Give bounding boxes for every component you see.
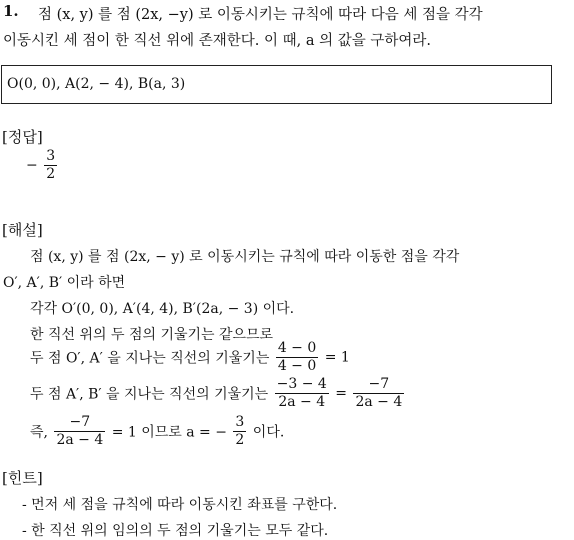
line5-denominator: 4 − 0 <box>277 358 317 374</box>
explanation-line-5 <box>30 340 350 375</box>
line7-suffix: 이다. <box>252 424 285 441</box>
given-points: O(0, 0), A(2, − 4), B(a, 3) <box>7 76 186 92</box>
line6-text: 두 점 A′, B′ 을 지나는 직선의 기울기는 <box>30 386 269 403</box>
line6-numerator-2: −7 <box>353 376 404 394</box>
line6-fraction-2 <box>353 376 404 411</box>
line7-middle: = 1 이므로 a = − <box>111 424 227 441</box>
line6-fraction-1 <box>275 376 329 411</box>
explanation-line-6 <box>30 376 406 411</box>
given-points-box <box>1 65 552 104</box>
line7-denominator-1: 2a − 4 <box>56 432 104 448</box>
line6-equals: = <box>335 385 347 402</box>
line7-numerator-1: −7 <box>54 414 105 432</box>
problem-line-1: 점 (x, y) 를 점 (2x, −y) 로 이동시키는 규칙에 따라 다음 세 점을 각각 <box>38 7 483 23</box>
line7-denominator-2: 2 <box>235 432 245 448</box>
hint-item-1: - 먼저 세 점을 규칙에 따라 이동시킨 좌표를 구한다. <box>22 497 338 513</box>
problem-number: 1. <box>3 2 19 20</box>
answer-sign: − <box>26 157 38 174</box>
line6-numerator-1: −3 − 4 <box>276 376 327 392</box>
explanation-line-2: O′, A′, B′ 이라 하면 <box>3 275 126 291</box>
explanation-line-3: 각각 O′(0, 0), A′(4, 4), B′(2a, − 3) 이다. <box>30 301 295 317</box>
answer-numerator: 3 <box>46 148 56 164</box>
hint-item-2: - 한 직선 위의 임의의 두 점의 기울기는 모두 같다. <box>22 523 329 539</box>
answer-header: [정답] <box>2 128 43 146</box>
explanation-line-4: 한 직선 위의 두 점의 기울기는 같으므로 <box>30 327 274 343</box>
explanation-line-1: 점 (x, y) 를 점 (2x, − y) 로 이동시키는 규칙에 따라 이동한 점을 각각 <box>30 249 460 265</box>
explanation-line-7 <box>30 414 284 449</box>
problem-line-2: 이동시킨 세 점이 한 직선 위에 존재한다. 이 때, a 의 값을 구하여라. <box>3 33 431 49</box>
answer-fraction <box>44 148 57 183</box>
line7-fraction-1 <box>54 414 105 449</box>
hint-header: [힌트] <box>2 469 43 487</box>
explanation-header: [해설] <box>2 221 43 239</box>
line5-numerator: 4 − 0 <box>277 340 317 356</box>
answer-denominator: 2 <box>46 166 56 182</box>
line7-prefix: 즉, <box>30 424 48 441</box>
line7-fraction-2 <box>233 414 246 449</box>
line5-text: 두 점 O′, A′ 을 지나는 직선의 기울기는 <box>30 350 270 367</box>
line5-result: = 1 <box>324 349 350 366</box>
answer-value <box>26 148 59 183</box>
line5-fraction <box>276 340 318 375</box>
line7-numerator-2: 3 <box>235 414 245 430</box>
line6-denominator-2: 2a − 4 <box>355 394 403 410</box>
line6-denominator-1: 2a − 4 <box>278 394 326 410</box>
